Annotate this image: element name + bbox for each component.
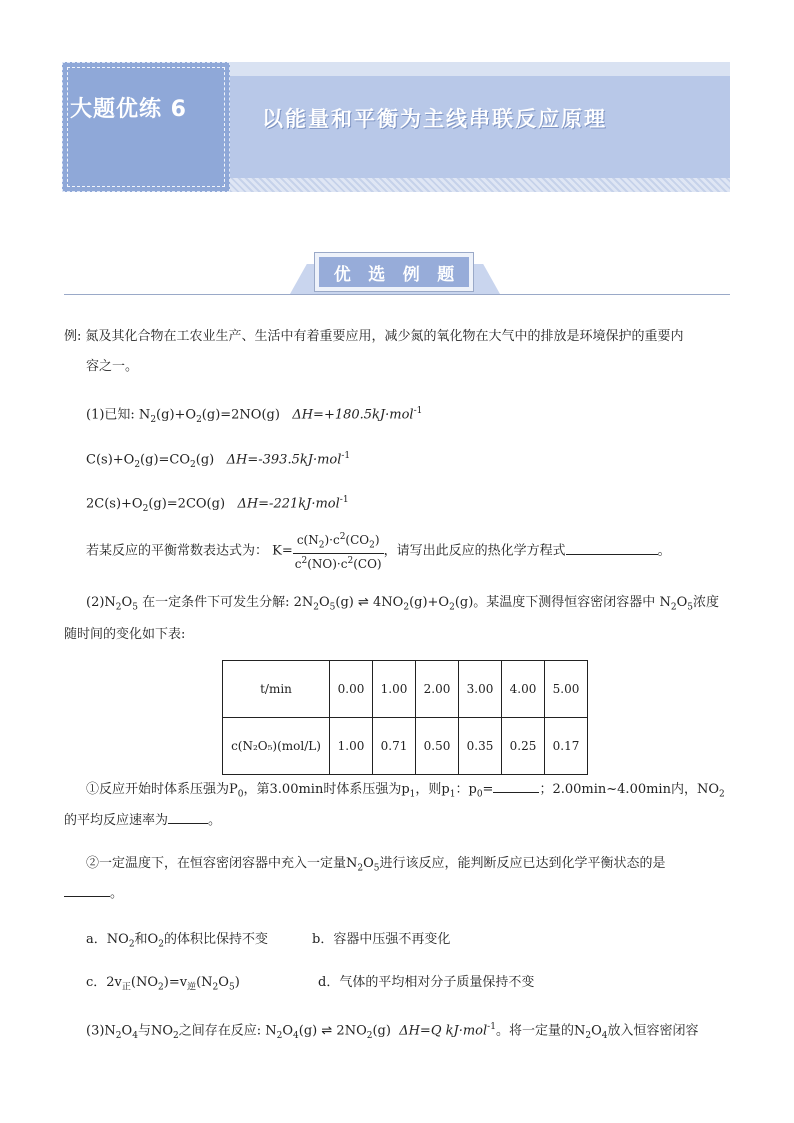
table-cell: 2.00 <box>416 661 459 718</box>
table-header-cell: c(N₂O₅)(mol/L) <box>223 718 330 775</box>
table-cell: 0.50 <box>416 718 459 775</box>
example-line-2: 容之一。 <box>86 359 139 374</box>
concentration-table <box>222 660 588 775</box>
answer-blank[interactable] <box>566 542 658 555</box>
eq3-dh: ΔH=-221kJ·mol <box>237 496 340 512</box>
table-cell: 0.25 <box>502 718 545 775</box>
sentence-end: 。 <box>657 543 671 559</box>
q1-text: ，则 <box>415 782 442 797</box>
q1-time-range: 2.00min~4.00min <box>552 782 671 797</box>
table-cell: 0.00 <box>330 661 373 718</box>
option-d: d．气体的平均相对分子质量保持不变 <box>318 975 535 990</box>
rate-blank[interactable] <box>168 811 208 824</box>
section-char: 题 <box>437 264 455 285</box>
table-header-cell: t/min <box>223 661 330 718</box>
part3-dh: ΔH=Q kJ·mol <box>399 1023 488 1039</box>
header-tag-panel <box>62 62 230 192</box>
question-pre: 若某反应的平衡常数表达式为： <box>86 543 269 559</box>
part1-eq3: $2C(s)+O_2(g)=2CO(g)$ ΔH=-221kJ·mol$^{-1}$ <box>86 495 349 514</box>
table-cell: 3.00 <box>459 661 502 718</box>
table-cell: 4.00 <box>502 661 545 718</box>
table-row <box>223 661 588 718</box>
section-char: 例 <box>402 264 420 285</box>
part3-text: 。将一定量的 <box>495 1023 574 1039</box>
question-post: ，请写出此反应的热化学方程式 <box>383 543 566 559</box>
part1-question: 若某反应的平衡常数表达式为： K= $\frac{c(N_2)\cdot c^2(CO_2)}{c^2(NO)\cdot c^2(CO)}$ ，请写出此反应的热化学方程式 。 <box>86 532 671 572</box>
header-title: 以能量和平衡为主线串联反应原理 <box>262 107 607 131</box>
part2-q1: ①反应开始时体系压强为$P_0$，第3.00min时体系压强为$p_1$，则$p_1$：$p_0=$ ；2.00min~4.00min内，$NO_2$ <box>86 782 725 800</box>
option-c: c．$2v_正(NO_2)=v_逆(N_2O_5)$ <box>86 975 240 993</box>
option-a-text: 的体积比保持不变 <box>163 932 268 947</box>
part3-text: 放入恒容密闭容 <box>607 1023 699 1039</box>
part2-intro: $(2)N_2O_5$ 在一定条件下可发生分解: $2N_2O_5(g)$ ⇌ $4NO_2(g)+O_2(g)$。某温度下测得恒容密闭容器中 $N_2O_5$浓度 <box>86 595 719 613</box>
intro-mid: 在一定条件下可发生分解: <box>142 595 290 610</box>
option-a: a．$NO_2$和$O_2$的体积比保持不变 <box>86 932 268 950</box>
q2-blank[interactable] <box>64 884 110 897</box>
example-line-1: 例: 氮及其化合物在工农业生产、生活中有着重要应用，减少氮的氧化物在大气中的排放是环境保护的重要内 <box>64 329 684 344</box>
option-a-label: a． <box>86 932 107 947</box>
q1-time: 3.00min <box>269 782 324 797</box>
q2-text: ②一定温度下，在恒容密闭容器中充入一定量 <box>86 856 347 871</box>
q1-text: ①反应开始时体系压强为 <box>86 782 230 797</box>
part2-line2: 随时间的变化如下表: <box>64 627 186 642</box>
equilibrium-constant-fraction: $\frac{c(N_2)\cdot c^2(CO_2)}{c^2(NO)\cdot c^2(CO)}$ <box>294 532 382 572</box>
q2-end: 。 <box>110 886 124 901</box>
q1-text: 时体系压强为 <box>323 782 402 797</box>
section-char: 优 <box>333 264 351 285</box>
option-c-label: c． <box>86 975 107 990</box>
part3-intro: $(3)N_2O_4$与$NO_2$之间存在反应: $N_2O_4(g)$ ⇌ $2NO_2(g)$ ΔH=Q kJ·mol$^{-1}$。将一定量的$N_2O_4$放入恒容密闭容 <box>86 1022 699 1041</box>
section-badge <box>314 252 474 292</box>
table-cell: 0.35 <box>459 718 502 775</box>
q1-text: ，第 <box>243 782 270 797</box>
q1-text: 内， <box>670 782 697 797</box>
q2-text: 进行该反应，能判断反应已达到化学平衡状态的是 <box>379 856 666 871</box>
table-cell: 1.00 <box>330 718 373 775</box>
table-cell: 1.00 <box>373 661 416 718</box>
intro-pre: (2)N <box>86 595 116 610</box>
eq2-dh: ΔH=-393.5kJ·mol <box>226 452 342 468</box>
known-label: (1)已知: <box>86 407 135 423</box>
part1-eq2: $C(s)+O_2(g)=CO_2(g)$ ΔH=-393.5kJ·mol$^{-1}$ <box>86 451 351 470</box>
q1-line2: 的平均反应速率为 <box>64 813 169 828</box>
header-title-panel <box>230 76 730 192</box>
section-divider <box>64 294 730 295</box>
intro-post: 。某温度下测得恒容密闭容器中 <box>473 595 656 610</box>
part3-text: 之间存在反应: <box>178 1023 262 1039</box>
part2-q2: ②一定温度下，在恒容密闭容器中充入一定量$N_2O_5$进行该反应，能判断反应已达到化学平衡状态的是 <box>86 856 666 874</box>
part2-q1-line2: 的平均反应速率为 。 <box>64 813 222 828</box>
table-cell: 0.17 <box>545 718 588 775</box>
header-tag: 大题优练 6 <box>70 97 187 122</box>
part2-q2-line2 <box>64 884 123 903</box>
table-cell: 0.71 <box>373 718 416 775</box>
ratio-blank[interactable] <box>493 780 539 793</box>
table-cell: 5.00 <box>545 661 588 718</box>
part3-text: (3)N <box>86 1023 116 1039</box>
intro-end: 浓度 <box>692 595 719 610</box>
part3-text: 与 <box>137 1023 151 1039</box>
eq1-dh: ΔH=+180.5kJ·mol <box>292 407 414 423</box>
header-band-top <box>230 62 730 76</box>
section-char: 选 <box>368 264 386 285</box>
option-b: b．容器中压强不再变化 <box>312 932 451 947</box>
header-stripe <box>230 178 730 192</box>
table-row <box>223 718 588 775</box>
q1-text: ； <box>539 782 553 797</box>
part1-eq1: (1)已知: $N_2(g)+O_2(g)=2NO(g)$ ΔH=+180.5kJ·mol$^{-1}$ <box>86 406 423 425</box>
